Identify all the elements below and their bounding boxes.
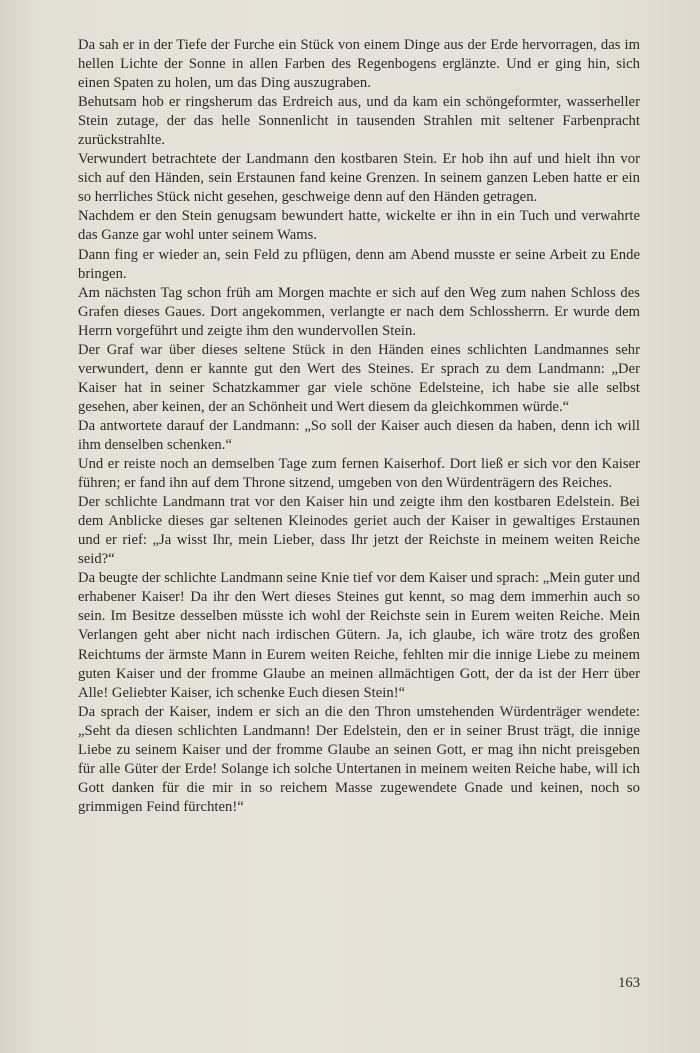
paragraph-1: Da sah er in der Tiefe der Furche ein Stück von einem Dinge aus der Erde hervorragen, das im hellen Lichte der Sonne in allen Farben des Regenbogens erglänzte. Und er ging hin, sich einen Spaten zu holen, um das Ding auszugraben. — [78, 37, 640, 92]
paragraph-2: Behutsam hob er ringsherum das Erdreich aus, und da kam ein schöngeformter, wasserheller Stein zutage, der das helle Sonnenlicht in tausenden Strahlen mit seltener Farbenpracht zurückstrahlte. — [78, 94, 640, 149]
paragraph-9: Und er reiste noch an demselben Tage zum fernen Kaiserhof. Dort ließ er sich vor den Kaiser führen; er fand ihn auf dem Throne sitzend, umgeben von den Würdenträgern des Reiches. — [78, 456, 640, 492]
paragraph-7: Der Graf war über dieses seltene Stück in den Händen eines schlichten Landmannes sehr verwundert, denn er kannte gut den Wert des Steines. Er sprach zu dem Landmann: „Der Kaiser hat in seiner Schatzkammer gar viele schöne Edelsteine, ich habe sie alle selbst gesehen, aber keinen, der an Schönheit und Wert diesem da gleichkommen würde.“ — [78, 341, 640, 415]
paragraph-6: Am nächsten Tag schon früh am Morgen machte er sich auf den Weg zum nahen Schloss des Grafen dieses Gaues. Dort angekommen, verlangte er nach dem Schlossherrn. Er wurde dem Herrn vorgeführt und zeigte ihm den wundervollen Stein. — [78, 284, 640, 339]
paragraph-3: Verwundert betrachtete der Landmann den kostbaren Stein. Er hob ihn auf und hielt ihn vor sich auf den Händen, sein Erstaunen fand keine Grenzen. In seinem ganzen Leben hatte er ein so herrliches Stück nicht gesehen, geschweige denn auf den Händen getragen. — [78, 151, 640, 206]
page-number: 163 — [618, 975, 640, 991]
paragraph-8: Da antwortete darauf der Landmann: „So soll der Kaiser auch diesen da haben, denn ich will ihm denselben schenken.“ — [78, 417, 640, 453]
body-text — [78, 36, 640, 817]
paragraph-4: Nachdem er den Stein genugsam bewundert hatte, wickelte er ihn in ein Tuch und verwahrte das Ganze gar wohl unter seinem Wams. — [78, 208, 640, 244]
paragraph-10: Der schlichte Landmann trat vor den Kaiser hin und zeigte ihm den kostbaren Edelstein. Bei dem Anblicke dieses gar seltenen Kleinodes geriet auch der Kaiser in gewaltiges Erstaunen und er rief: „Ja wisst Ihr, mein Lieber, dass Ihr jetzt der Reichste in meinem weiten Reiche seid?“ — [78, 494, 640, 568]
paragraph-5: Dann fing er wieder an, sein Feld zu pflügen, denn am Abend musste er seine Arbeit zu Ende bringen. — [78, 246, 640, 282]
paragraph-12: Da sprach der Kaiser, indem er sich an die den Thron umstehenden Würdenträger wendete: „Seht da diesen schlichten Landmann! Der Edelstein, den er in seiner Brust trägt, die innige Liebe zu seinem Kaiser und der fromme Glaube an seinen Gott, er mag ihn nicht preisgeben für alle Güter der Erde! Solange ich solche Untertanen in meinem weiten Reiche habe, will ich Gott danken für die mir in so reichem Masse zugewendete Gnade und keinen, noch so grimmigen Feind fürchten!“ — [78, 703, 640, 815]
paragraph-11: Da beugte der schlichte Landmann seine Knie tief vor dem Kaiser und sprach: „Mein guter und erhabener Kaiser! Da ihr den Wert dieses Steines gut kennt, so mag dem immerhin auch so sein. Im Besitze desselben müsste ich wohl der Reichste sein in Eurem weiten Reiche. Mein Verlangen geht aber nicht nach irdischen Gütern. Ja, ich glaube, ich wäre trotz des großen Reichtums der ärmste Mann in Eurem weiten Reiche, fehlten mir die innige Liebe zu meinem guten Kaiser und der fromme Glaube an meinen allmächtigen Gott, der da ist der Herr über Alle! Geliebter Kaiser, ich schenke Euch diesen Stein!“ — [78, 570, 640, 701]
